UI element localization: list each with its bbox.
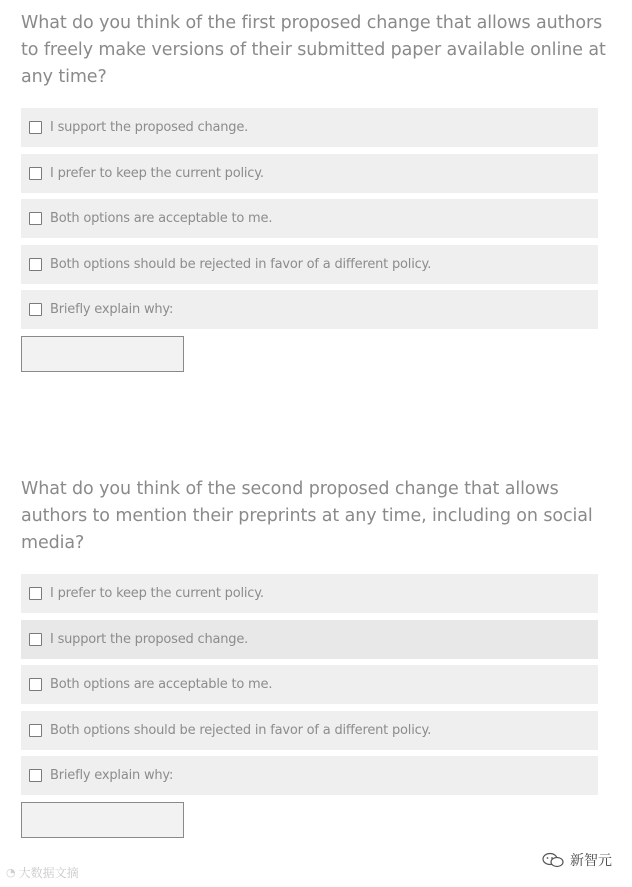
wechat-icon [542,852,564,868]
option-label: Both options are acceptable to me. [50,211,273,226]
weibo-icon: ◔ [6,866,16,879]
q2-option-reject-both[interactable] [21,711,598,750]
checkbox[interactable] [29,258,42,271]
q1-option-keep-current[interactable] [21,154,598,193]
question-2 [21,476,611,838]
watermark-left-text: 大数据文摘 [18,866,79,880]
q2-option-both-acceptable[interactable] [21,665,598,704]
watermark-right [542,850,612,870]
watermark-left [6,864,79,881]
option-label: Briefly explain why: [50,302,174,317]
option-label: Both options should be rejected in favor of a different policy. [50,722,432,738]
q1-option-reject-both[interactable] [21,245,598,284]
option-label: I support the proposed change. [50,631,249,647]
q2-explain-input[interactable] [21,802,184,838]
q2-option-explain[interactable] [21,756,598,795]
question-1 [21,10,611,372]
option-label: I prefer to keep the current policy. [50,165,264,181]
checkbox[interactable] [29,724,42,737]
checkbox[interactable] [29,167,42,180]
checkbox[interactable] [29,303,42,316]
option-label: I prefer to keep the current policy. [50,586,264,601]
q1-option-both-acceptable[interactable] [21,199,598,238]
option-label: I support the proposed change. [50,120,249,135]
question-1-options [21,108,611,329]
watermark-right-text: 新智元 [570,853,612,869]
checkbox[interactable] [29,587,42,600]
q2-option-keep-current[interactable] [21,574,598,613]
question-1-title: What do you think of the first proposed change that allows authors to freely make versions of their submitted paper available online at any time? [21,13,606,87]
option-label: Both options are acceptable to me. [50,677,273,692]
q2-option-support[interactable] [21,620,598,659]
question-2-options [21,574,611,795]
option-label: Both options should be rejected in favor of a different policy. [50,256,432,272]
q1-explain-input[interactable] [21,336,184,372]
q1-option-explain[interactable] [21,290,598,329]
checkbox[interactable] [29,121,42,134]
q1-option-support[interactable] [21,108,598,147]
checkbox[interactable] [29,678,42,691]
checkbox[interactable] [29,769,42,782]
checkbox[interactable] [29,633,42,646]
option-label: Briefly explain why: [50,768,174,783]
checkbox[interactable] [29,212,42,225]
question-2-title: What do you think of the second proposed change that allows authors to mention their preprints at any time, including on social media? [21,479,593,553]
